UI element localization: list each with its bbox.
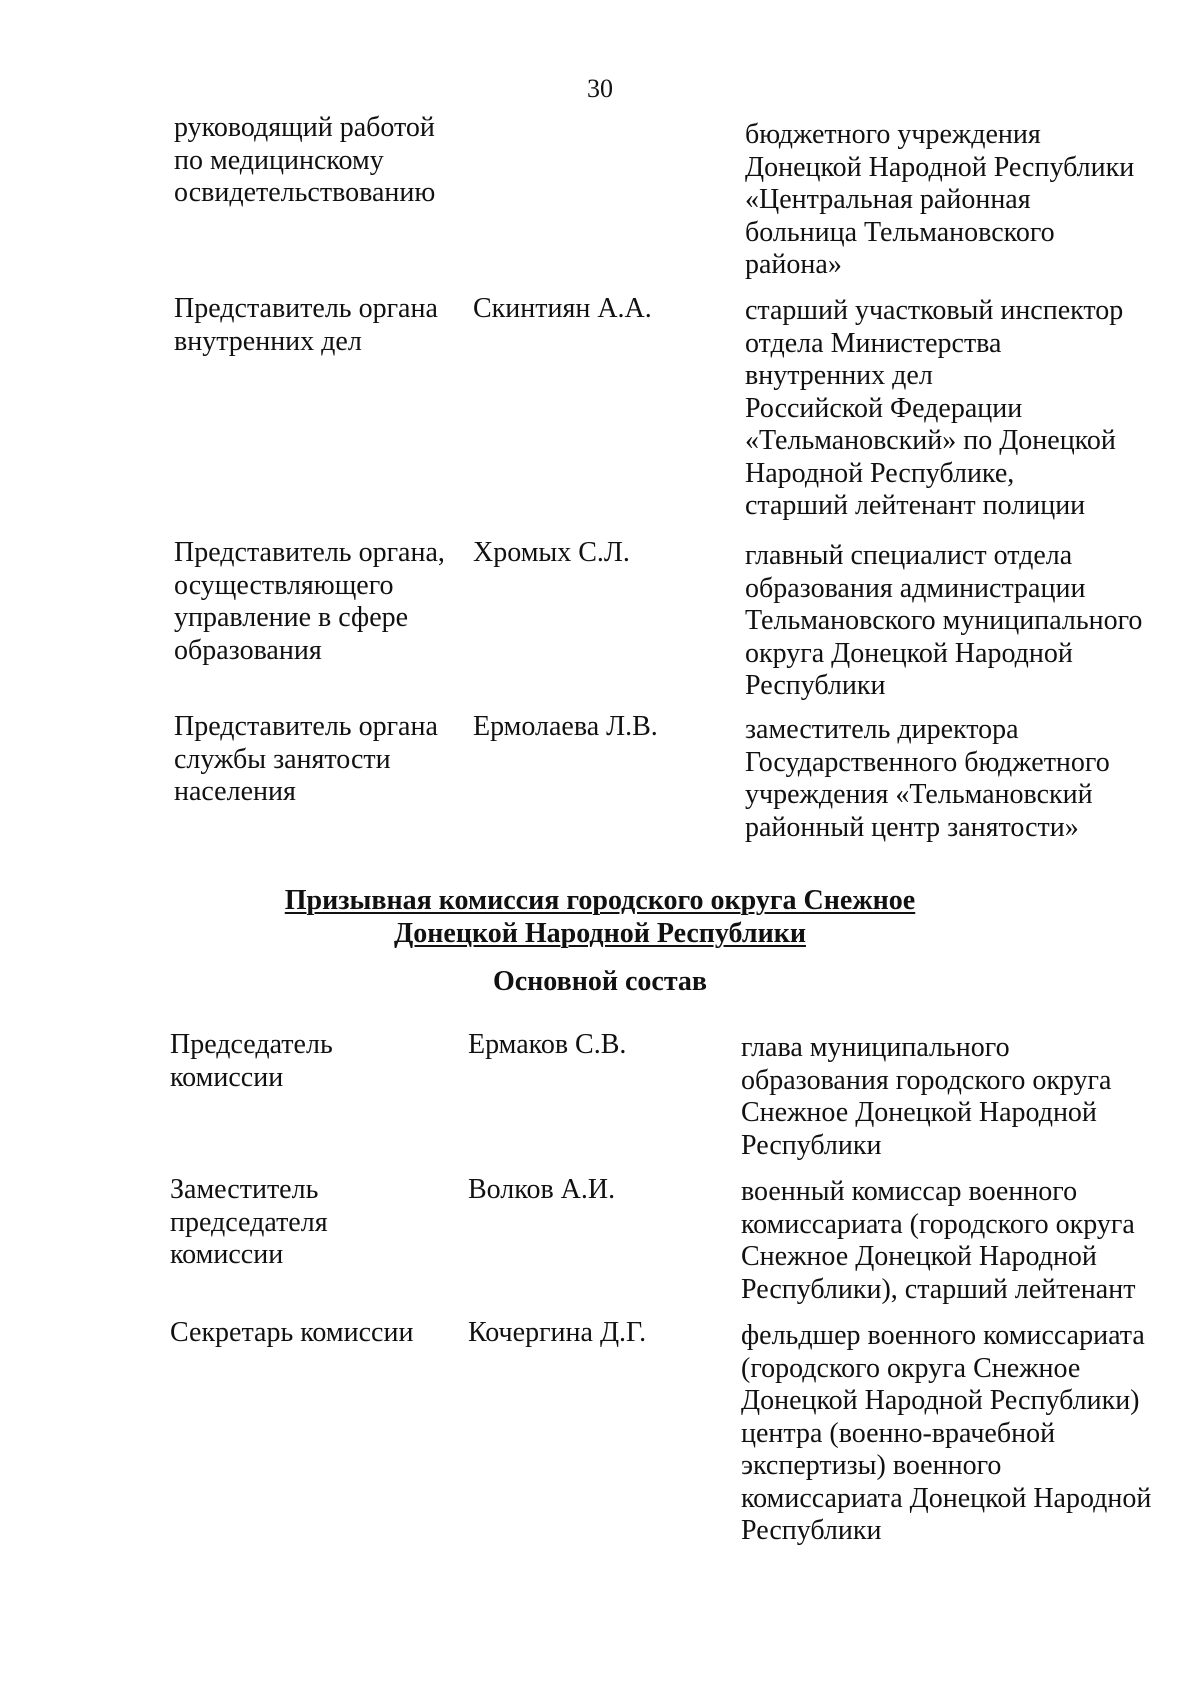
member-name: Скинтиян А.А.: [473, 293, 652, 324]
section-title-line2: Донецкой Народной Республики: [394, 918, 806, 949]
section-title-line1: Призывная комиссия городского округа Снежное: [284, 885, 916, 916]
member-position: военный комиссар военного комиссариата (городского округа Снежное Донецкой Народной Республики), старший лейтенант: [741, 1176, 1136, 1305]
member-role: Председатель комиссии: [170, 1029, 333, 1093]
member-role: руководящий работой по медицинскому освидетельствованию: [174, 112, 436, 208]
member-name: Кочергина Д.Г.: [468, 1317, 647, 1348]
member-role: Заместитель председателя комиссии: [170, 1174, 328, 1270]
member-position: главный специалист отдела образования администрации Тельмановского муниципального округа Донецкой Народной Республики: [745, 540, 1143, 701]
member-role: Представитель органа службы занятости населения: [174, 711, 438, 807]
member-name: Ермолаева Л.В.: [473, 711, 658, 742]
member-role: Представитель органа, осуществляющего управление в сфере образования: [174, 537, 445, 666]
member-position: глава муниципального образования городского округа Снежное Донецкой Народной Республики: [741, 1032, 1112, 1161]
member-position: заместитель директора Государственного бюджетного учреждения «Тельмановский районный центр занятости»: [745, 714, 1110, 843]
section-title: [0, 884, 1200, 950]
member-position: старший участковый инспектор отдела Министерства внутренних дел Российской Федерации «Тельмановский» по Донецкой Народной Республике, старший лейтенант полиции: [745, 295, 1124, 521]
section-subtitle: Основной состав: [492, 966, 708, 997]
member-role: Секретарь комиссии: [170, 1317, 414, 1348]
member-position: бюджетного учреждения Донецкой Народной Республики «Центральная районная больница Тельмановского района»: [745, 119, 1135, 280]
page-number: 30: [587, 74, 613, 103]
member-name: Волков А.И.: [468, 1174, 616, 1205]
member-name: Хромых С.Л.: [473, 537, 630, 568]
member-name: Ермаков С.В.: [468, 1029, 627, 1060]
member-position: фельдшер военного комиссариата (городского округа Снежное Донецкой Народной Республики) центра (военно-врачебной экспертизы) военного комиссариата Донецкой Народной Республики: [741, 1320, 1152, 1546]
member-role: Представитель органа внутренних дел: [174, 293, 438, 357]
